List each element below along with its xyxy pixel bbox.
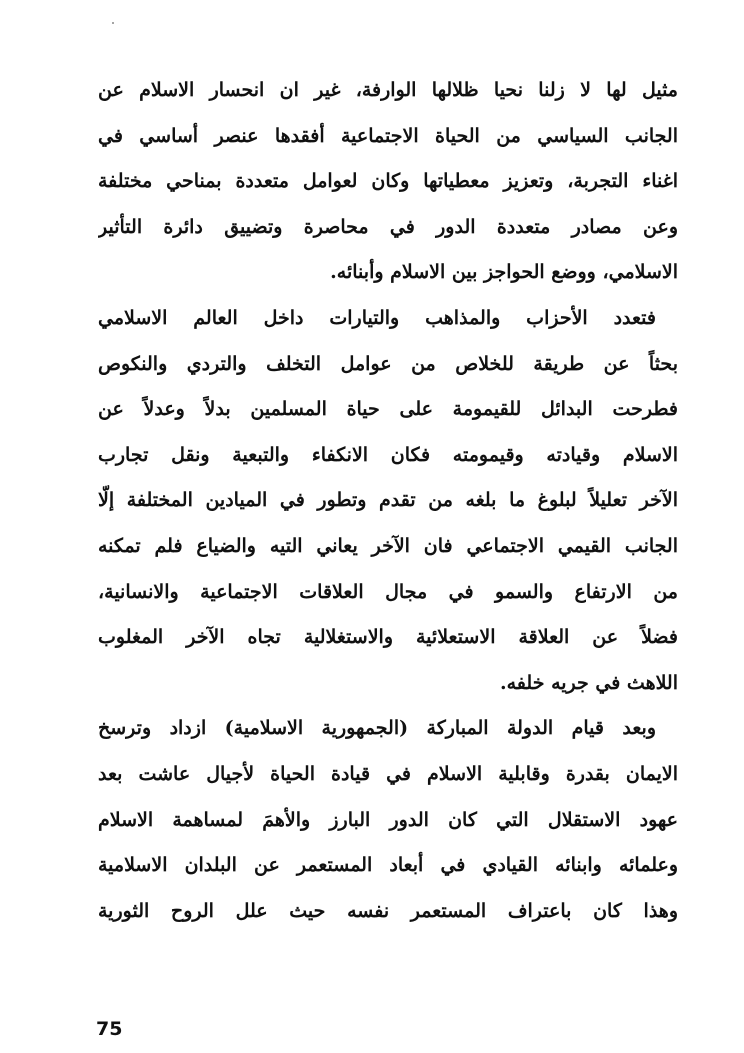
text-line: الاسلام وقيادته وقيمومته فكان الانكفاء والتبعية ونقل تجارب xyxy=(98,443,678,466)
text-line: الجانب القيمي الاجتماعي فان الآخر يعاني التيه والضياع فلم تمكنه xyxy=(98,534,678,557)
text-line: عهود الاستقلال التي كان الدور البارز والأهمَ لمساهمة الاسلام xyxy=(98,808,678,831)
text-line: مثيل لها لا زلنا نحيا ظلالها الوارفة، غير ان انحسار الاسلام عن xyxy=(98,79,678,101)
text-line: الجانب السياسي من الحياة الاجتماعية أفقدها عنصر أساسي في xyxy=(98,124,678,147)
text-line: الآخر تعليلاً لبلوغ ما بلغه من تقدم وتطور في الميادين المختلفة إلّا xyxy=(98,489,678,512)
text-line: وعن مصادر متعددة الدور في محاصرة وتضييق دائرة التأثير xyxy=(98,215,678,238)
text-line: الايمان بقدرة وقابلية الاسلام في قيادة الحياة لأجيال عاشت بعد xyxy=(98,762,678,785)
text-line: الاسلامي، ووضع الحواجز بين الاسلام وأبنائه. xyxy=(330,261,678,284)
paragraph-first-line: فتعدد الأحزاب والمذاهب والتيارات داخل العالم الاسلامي xyxy=(98,306,656,329)
text-line: اللاهث في جريه خلفه. xyxy=(500,671,678,694)
scan-speck xyxy=(112,22,114,24)
text-line: من الارتفاع والسمو في مجال العلاقات الاجتماعية والانسانية، xyxy=(98,580,678,603)
body-text xyxy=(98,68,678,934)
text-line: اغناء التجربة، وتعزيز معطياتها وكان لعوامل متعددة بمناحي مختلفة xyxy=(98,170,678,193)
paragraph-first-line: وبعد قيام الدولة المباركة (الجمهورية الاسلامية) ازداد وترسخ xyxy=(98,717,656,740)
text-line: فضلاً عن العلاقة الاستعلائية والاستغلالية تجاه الآخر المغلوب xyxy=(98,626,678,649)
page-number: 75 xyxy=(96,1018,123,1040)
text-line: بحثاً عن طريقة للخلاص من عوامل التخلف والتردي والنكوص xyxy=(98,352,678,375)
text-line: وعلمائه وابنائه القيادي في أبعاد المستعمر عن البلدان الاسلامية xyxy=(98,854,678,877)
text-line: فطرحت البدائل للقيمومة على حياة المسلمين بدلاً وعدلاً عن xyxy=(98,398,678,421)
text-line: وهذا كان باعتراف المستعمر نفسه حيث علل الروح الثورية xyxy=(98,899,678,922)
